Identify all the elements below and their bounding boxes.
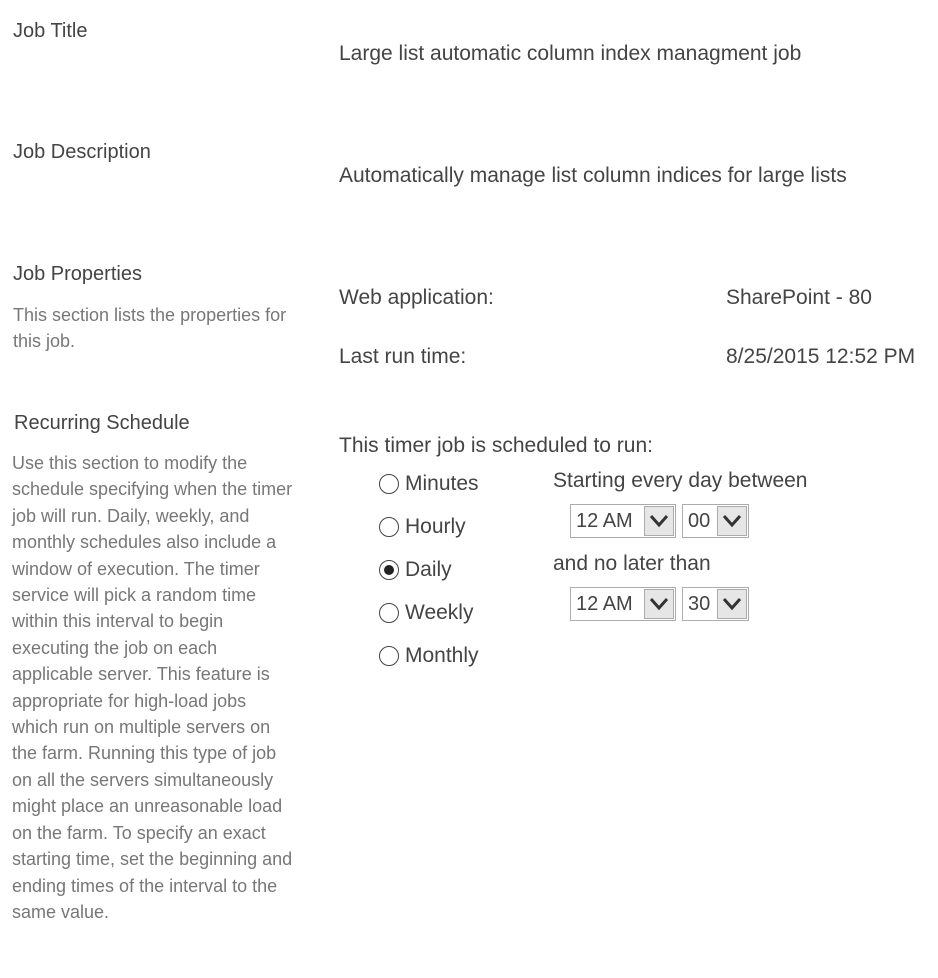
chevron-down-icon[interactable] bbox=[717, 589, 747, 619]
radio-monthly[interactable] bbox=[379, 644, 479, 668]
job-description-heading: Job Description bbox=[13, 141, 151, 163]
radio-daily[interactable] bbox=[379, 558, 452, 582]
radio-weekly[interactable] bbox=[379, 601, 473, 625]
recurring-schedule-description: Use this section to modify the schedule specifying when the timer job will run. Daily, weekly, and monthly schedules also include a window of execution. The timer service will pick a random time within this interval to begin executing the job on each applicable server. This feature is appropriate for high-load jobs which run on multiple servers on the farm. Running this type of job on all the servers simultaneously might place an unreasonable load on the farm. To specify an exact starting time, set the beginning and ending times of the interval to the same value. bbox=[12, 453, 293, 922]
job-description-value: Automatically manage list column indices for large lists bbox=[339, 164, 847, 187]
radio-label-weekly: Weekly bbox=[405, 601, 474, 624]
radio-minutes[interactable] bbox=[379, 472, 479, 496]
schedule-prompt: This timer job is scheduled to run: bbox=[339, 434, 653, 457]
chevron-down-icon[interactable] bbox=[717, 506, 747, 536]
start-hour-select[interactable] bbox=[570, 504, 676, 538]
web-application-label: Web application: bbox=[339, 286, 494, 309]
web-application-value: SharePoint - 80 bbox=[726, 286, 872, 309]
radio-button-icon[interactable] bbox=[379, 646, 399, 666]
radio-button-icon[interactable] bbox=[379, 517, 399, 537]
radio-button-icon[interactable] bbox=[379, 560, 399, 580]
job-title-value: Large list automatic column index managment job bbox=[339, 42, 802, 65]
end-minute-value: 30 bbox=[688, 592, 711, 615]
last-run-value: 8/25/2015 12:52 PM bbox=[726, 345, 916, 368]
chevron-down-icon[interactable] bbox=[644, 506, 674, 536]
job-properties-description: This section lists the properties for this job. bbox=[13, 305, 287, 352]
recurring-schedule-heading: Recurring Schedule bbox=[14, 412, 190, 434]
start-minute-value: 00 bbox=[688, 509, 711, 532]
radio-label-hourly: Hourly bbox=[405, 515, 466, 538]
radio-button-icon[interactable] bbox=[379, 603, 399, 623]
chevron-down-icon[interactable] bbox=[644, 589, 674, 619]
last-run-label: Last run time: bbox=[339, 345, 467, 368]
job-properties-heading: Job Properties bbox=[13, 263, 142, 285]
end-hour-value: 12 AM bbox=[576, 592, 633, 615]
radio-hourly[interactable] bbox=[379, 515, 466, 539]
end-minute-select[interactable] bbox=[682, 587, 749, 621]
starting-label: Starting every day between bbox=[553, 469, 808, 492]
radio-label-daily: Daily bbox=[405, 558, 452, 581]
start-minute-select[interactable] bbox=[682, 504, 749, 538]
end-hour-select[interactable] bbox=[570, 587, 676, 621]
job-title-heading: Job Title bbox=[13, 20, 88, 42]
no-later-label: and no later than bbox=[553, 552, 711, 575]
radio-label-minutes: Minutes bbox=[405, 472, 479, 495]
radio-label-monthly: Monthly bbox=[405, 644, 479, 667]
start-hour-value: 12 AM bbox=[576, 509, 633, 532]
radio-button-icon[interactable] bbox=[379, 474, 399, 494]
